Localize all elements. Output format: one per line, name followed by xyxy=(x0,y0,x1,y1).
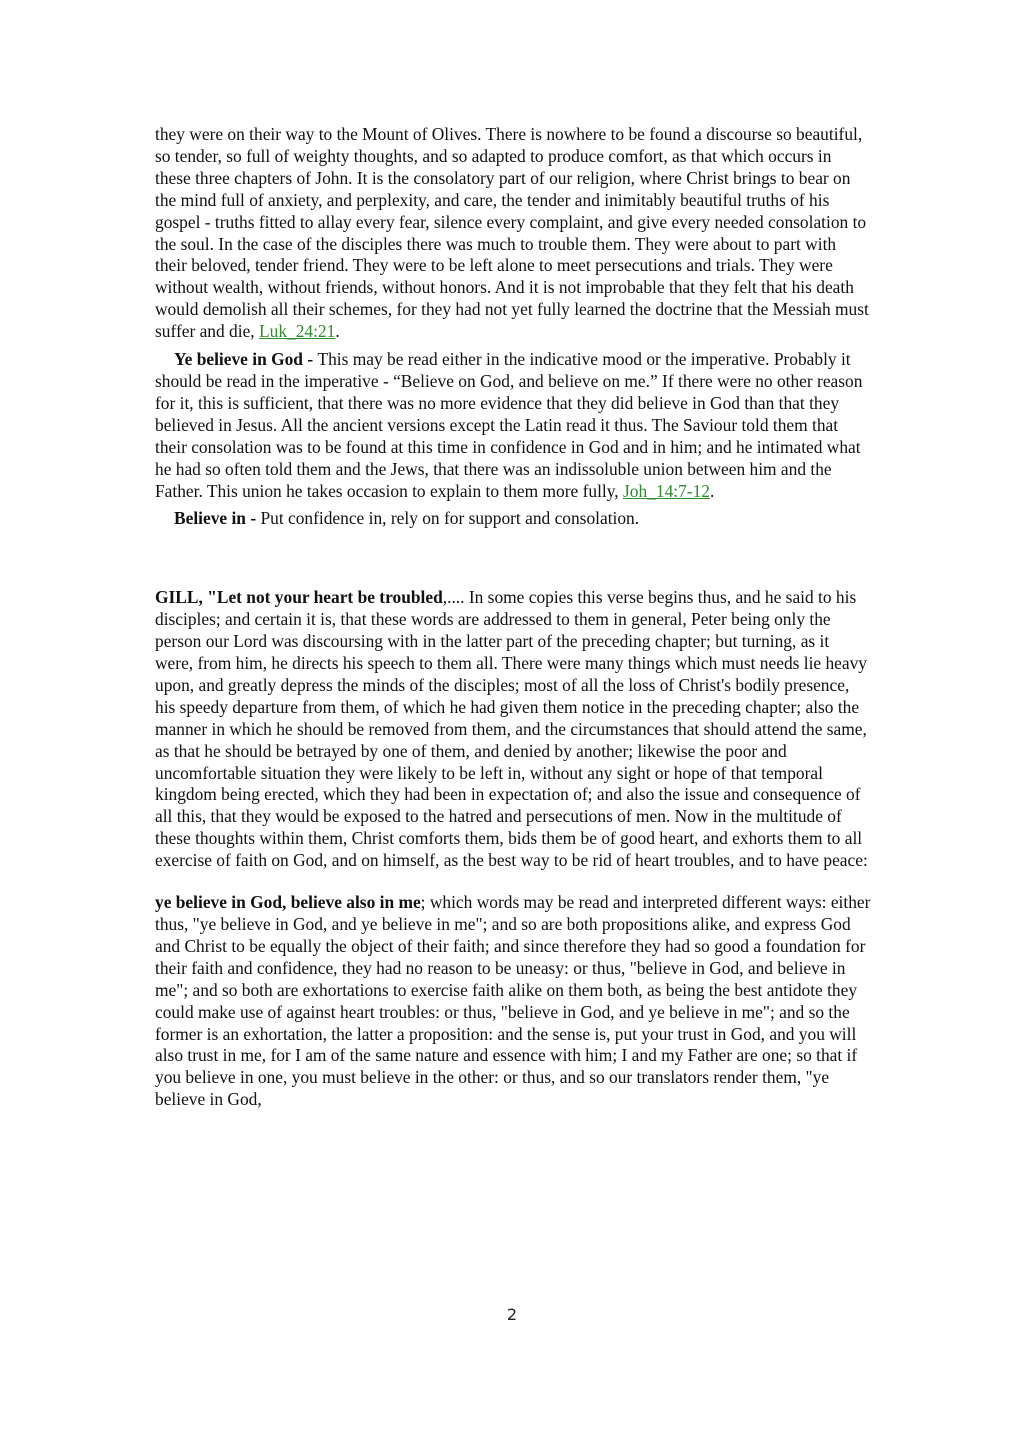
term-heading: ye believe in God, believe also in me xyxy=(155,892,421,913)
paragraph-olives xyxy=(155,124,871,343)
paragraph-text: This may be read either in the indicative mood or the imperative. Probably it should be read in the imperative - “Believe on God, and believe on me.” If there were no other reason for it, this is sufficient, that there was no more evidence that they did believe in God than that they believed in Jesus. All the ancient versions except the Latin read it thus. The Saviour told them that their consolation was to be found at this time in confidence in God and in him; and he intimated what he had so often told them and the Jews, that there was an indissoluble union between him and the Father. This union he takes occasion to explain to them more fully, xyxy=(155,349,863,501)
page-number: 2 xyxy=(506,1305,518,1324)
paragraph-end: . xyxy=(335,321,340,342)
paragraph-text: ,.... In some copies this verse begins thus, and he said to his disciples; and certain it is, that these words are addressed to them in general, Peter being only the person our Lord was discoursing with in the latter part of the preceding chapter; but turning, as it were, from him, he directs his speech to them all. There were many things which must needs lie heavy upon, and greatly depress the minds of the disciples; most of all the loss of Christ's bodily presence, his speedy departure from them, of which he had given them notice in the preceding chapter; also the manner in which he should be removed from them, and the circumstances that should attend the same, as that he should be betrayed by one of them, and denied by another; likewise the poor and uncomfortable situation they were likely to be left in, without any sight or hope of that temporal kingdom being erected, which they had been in expectation of; and also the issue and consequence of all this, that they would be exposed to the hatred and persecutions of men. Now in the multitude of these thoughts within them, Christ comforts them, bids them be of good heart, and exhorts them to all exercise of faith on God, and on himself, as the best way to be rid of heart troubles, and to have peace: xyxy=(155,587,868,871)
paragraph-believe-in xyxy=(155,508,871,530)
term-heading: Ye believe in God - xyxy=(174,349,318,370)
scripture-link-luk[interactable]: Luk_24:21 xyxy=(259,321,336,342)
paragraph-text: they were on their way to the Mount of Olives. There is nowhere to be found a discourse so beautiful, so tender, so full of weighty thoughts, and so adapted to produce comfort, as that which occurs in these three chapters of John. It is the consolatory part of our religion, where Christ brings to bear on the mind full of anxiety, and perplexity, and care, the tender and inimitably beautiful truths of his gospel - truths fitted to allay every fear, silence every complaint, and give every needed consolation to the soul. In the case of the disciples there was much to trouble them. They were about to part with their beloved, tender friend. They were to be left alone to meet persecutions and trials. They were without wealth, without friends, without honors. And it is not improbable that they felt that his death would demolish all their schemes, for they had not yet fully learned the doctrine that the Messiah must suffer and die, xyxy=(155,124,869,342)
scripture-link-joh[interactable]: Joh_14:7-12 xyxy=(623,480,710,501)
paragraph-ye-believe xyxy=(155,349,871,502)
commentary-heading: GILL, "Let not your heart be troubled xyxy=(155,587,443,608)
paragraph-text: Put confidence in, rely on for support and consolation. xyxy=(260,508,640,529)
paragraph-end: . xyxy=(709,480,715,501)
term-heading: Believe in - xyxy=(174,508,261,529)
paragraph-text: ; which words may be read and interpreted different ways: either thus, "ye believe in God, and ye believe in me"; and so are both propositions alike, and express God and Christ to be equally the object of their faith; and since therefore they had so good a foundation for their faith and confidence, they had no reason to be uneasy: or thus, "believe in God, and believe in me"; and so both are exhortations to exercise faith alike on them both, as being the best antidote they could make use of against heart troubles: or thus, "believe in God, and ye believe in me"; and so the former is an exhortation, the latter a proposition: and the sense is, put your trust in God, and you will also trust in me, for I am of the same nature and essence with him; I and my Father are one; so that if you believe in one, you must believe in the other: or thus, and so our translators render them, "ye believe in God, xyxy=(155,892,871,1110)
paragraph-gill xyxy=(155,587,871,872)
document-body xyxy=(155,124,871,1111)
paragraph-believe-also xyxy=(155,892,871,1111)
